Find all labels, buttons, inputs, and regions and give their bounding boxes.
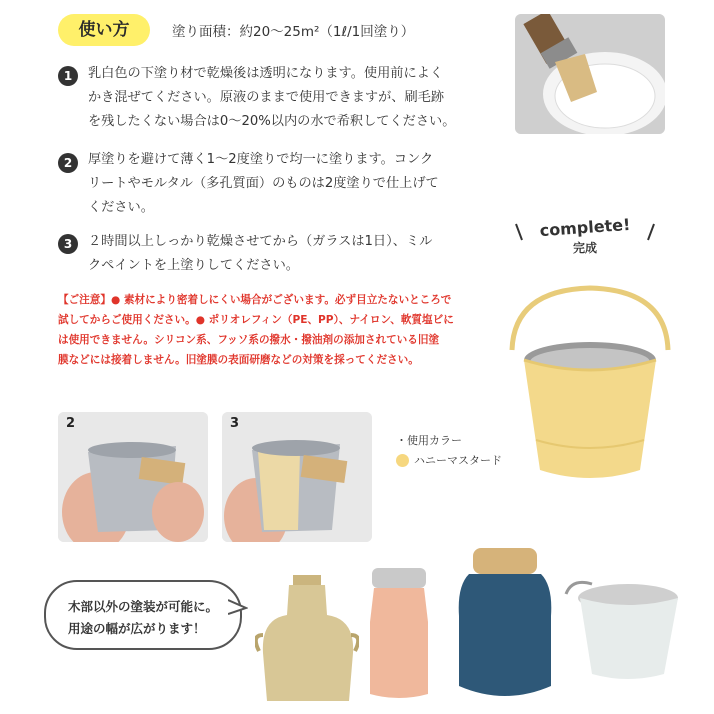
bubble-line: 用途の幅が広がります！ bbox=[68, 621, 206, 636]
photo-number-3: 3 bbox=[230, 416, 240, 431]
step-2-line: ください。 bbox=[88, 200, 154, 215]
brush-primer-photo bbox=[515, 14, 665, 134]
bubble-line: 木部以外の塗装が可能に。 bbox=[68, 599, 219, 614]
caution-notice bbox=[58, 290, 480, 370]
bubble-tail-icon bbox=[228, 598, 248, 618]
step-1-text bbox=[88, 62, 455, 134]
step-3-line: クペイントを上塗りしてください。 bbox=[88, 258, 299, 273]
step-1-line: かき混ぜてください。原液のままで使用できますが、刷毛跡 bbox=[88, 90, 445, 105]
step-number-1: 1 bbox=[58, 66, 78, 86]
step-2-photo bbox=[58, 412, 208, 542]
step-1-line: を残したくない場合は0〜20%以内の水で希釈してください。 bbox=[88, 114, 456, 129]
color-heading: ・使用カラー bbox=[396, 434, 462, 447]
complete-ja: 完成 bbox=[572, 241, 597, 255]
step-2-text bbox=[88, 148, 439, 220]
caution-line: 膜などには接着しません。旧塗膜の表面研磨などの対策を採ってください。 bbox=[58, 354, 419, 366]
step-2-line: リートやモルタル（多孔質面）のものは2度塗りで仕上げて bbox=[88, 176, 439, 191]
step-1-line: 乳白色の下塗り材で乾燥後は透明になります。使用前によく bbox=[88, 66, 444, 81]
caution-line: 【ご注意】● 素材により密着しにくい場合がございます。必ず目立たないところで bbox=[58, 294, 452, 306]
milk-can-image bbox=[255, 555, 359, 705]
caution-line: は使用できません。シリコン系、フッソ系の撥水・撥油剤の添加されている旧塗 bbox=[58, 334, 440, 346]
navy-jar-image bbox=[455, 546, 555, 706]
bubble-text bbox=[68, 596, 218, 640]
white-bucket-image bbox=[562, 574, 684, 684]
step-number-3: 3 bbox=[58, 234, 78, 254]
pink-jar-image bbox=[364, 562, 434, 702]
complete-en: complete! bbox=[539, 214, 631, 241]
complete-heading bbox=[510, 214, 660, 256]
section-title: 使い方 bbox=[58, 14, 150, 46]
step-2-line: 厚塗りを避けて薄く1〜2度塗りで均一に塗ります。コンク bbox=[88, 152, 434, 167]
step-number-2: 2 bbox=[58, 153, 78, 173]
step-3-photo bbox=[222, 412, 372, 542]
step-3-text bbox=[88, 230, 432, 278]
color-name: ハニーマスタード bbox=[414, 454, 502, 467]
coverage-text: 塗り面積：約20〜25m²（1ℓ/1回塗り） bbox=[172, 24, 415, 40]
yellow-bucket-image bbox=[500, 280, 680, 490]
step-3-line: ２時間以上しっかり乾燥させてから（ガラスは1日）、ミル bbox=[88, 234, 433, 249]
caution-line: 試してからご使用ください。● ポリオレフィン（PE、PP）、ナイロン、軟質塩ビに bbox=[58, 314, 454, 326]
color-swatch bbox=[396, 454, 409, 467]
photo-number-2: 2 bbox=[66, 416, 76, 431]
